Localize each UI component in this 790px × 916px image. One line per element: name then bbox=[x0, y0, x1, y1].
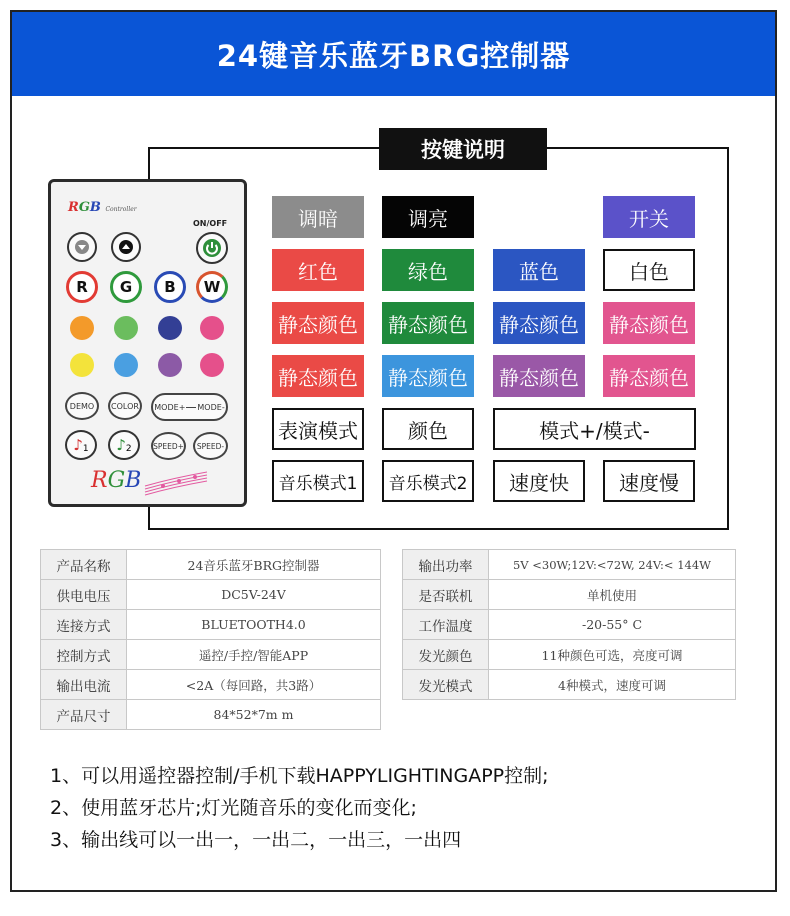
key-label-demo: 表演模式 bbox=[272, 408, 364, 450]
key-label-static-color: 静态颜色 bbox=[603, 302, 695, 344]
power-button[interactable] bbox=[196, 232, 228, 264]
spec-value: 遥控/手控/智能APP bbox=[127, 640, 381, 670]
spec-value: 单机使用 bbox=[489, 580, 736, 610]
remote-logo bbox=[68, 200, 137, 215]
table-row bbox=[403, 550, 736, 580]
spec-value: BLUETOOTH4.0 bbox=[127, 610, 381, 640]
dim-down-button[interactable] bbox=[67, 232, 97, 262]
spec-label: 发光颜色 bbox=[403, 640, 489, 670]
spec-table-left bbox=[40, 549, 381, 730]
remote-logo-g: G bbox=[78, 200, 90, 215]
mode-key[interactable] bbox=[151, 393, 228, 421]
dim-up-button[interactable] bbox=[111, 232, 141, 262]
key-label-color: 颜色 bbox=[382, 408, 474, 450]
table-row bbox=[41, 670, 381, 700]
dim-up-icon bbox=[117, 238, 135, 256]
remote-logo-r: R bbox=[68, 200, 79, 215]
color-key[interactable] bbox=[158, 316, 182, 340]
spec-value: DC5V-24V bbox=[127, 580, 381, 610]
table-row bbox=[403, 670, 736, 700]
spec-table-right bbox=[402, 549, 736, 700]
color-key[interactable] bbox=[200, 353, 224, 377]
spec-value: 11种颜色可选，亮度可调 bbox=[489, 640, 736, 670]
table-row bbox=[403, 580, 736, 610]
power-label: ON/OFF bbox=[193, 219, 228, 228]
key-label-static-color: 静态颜色 bbox=[272, 355, 364, 397]
spec-value: <2A（每回路，共3路） bbox=[127, 670, 381, 700]
demo-key[interactable]: DEMO bbox=[65, 392, 99, 420]
power-icon bbox=[201, 237, 223, 259]
music-mode-1-number: 1 bbox=[82, 444, 89, 454]
remote-control bbox=[48, 179, 247, 507]
music-mode-1-key[interactable] bbox=[65, 430, 97, 460]
spec-label: 发光模式 bbox=[403, 670, 489, 700]
key-label-static-color: 静态颜色 bbox=[272, 302, 364, 344]
note-item: 1、可以用遥控器控制/手机下载HAPPYLIGHTINGAPP控制; bbox=[50, 765, 549, 787]
mode-plus-label: MODE+ bbox=[154, 402, 186, 412]
red-key[interactable]: R bbox=[66, 271, 98, 303]
music-note-icon: ♪ bbox=[73, 436, 83, 454]
spec-label: 输出电流 bbox=[41, 670, 127, 700]
key-label-speed-down: 速度慢 bbox=[603, 460, 695, 502]
key-label-red: 红色 bbox=[272, 249, 364, 291]
white-key[interactable]: W bbox=[196, 271, 228, 303]
remote-logo-sub: Controller bbox=[105, 206, 137, 213]
key-label-blue: 蓝色 bbox=[493, 249, 585, 291]
color-key[interactable] bbox=[114, 353, 138, 377]
key-label-static-color: 静态颜色 bbox=[382, 302, 474, 344]
spec-label: 是否联机 bbox=[403, 580, 489, 610]
mode-minus-label: MODE- bbox=[197, 402, 225, 412]
key-label-music-mode-2: 音乐模式2 bbox=[382, 460, 474, 502]
table-row bbox=[403, 610, 736, 640]
dim-down-icon bbox=[73, 238, 91, 256]
spec-value: 4种模式，速度可调 bbox=[489, 670, 736, 700]
key-label-green: 绿色 bbox=[382, 249, 474, 291]
key-label-power: 开关 bbox=[603, 196, 695, 238]
music-mode-2-key[interactable] bbox=[108, 430, 140, 460]
spec-label: 工作温度 bbox=[403, 610, 489, 640]
spec-label: 产品名称 bbox=[41, 550, 127, 580]
color-mode-key[interactable]: COLOR bbox=[108, 392, 142, 420]
note-item: 3、输出线可以一出一，一出二，一出三，一出四 bbox=[50, 829, 462, 851]
color-key[interactable] bbox=[70, 353, 94, 377]
table-row bbox=[403, 640, 736, 670]
spec-label: 供电电压 bbox=[41, 580, 127, 610]
key-label-mode: 模式+/模式- bbox=[493, 408, 696, 450]
spec-value: 84*52*7m m bbox=[127, 700, 381, 730]
key-label-speed-up: 速度快 bbox=[493, 460, 585, 502]
mode-divider bbox=[186, 407, 196, 408]
spec-value: -20-55° C bbox=[489, 610, 736, 640]
key-label-music-mode-1: 音乐模式1 bbox=[272, 460, 364, 502]
speed-up-key[interactable]: SPEED+ bbox=[151, 432, 186, 460]
color-key[interactable] bbox=[114, 316, 138, 340]
key-label-dim-up: 调亮 bbox=[382, 196, 474, 238]
spec-label: 输出功率 bbox=[403, 550, 489, 580]
table-row bbox=[41, 580, 381, 610]
spec-label: 连接方式 bbox=[41, 610, 127, 640]
green-key[interactable]: G bbox=[110, 271, 142, 303]
remote-footer-logo-g: G bbox=[107, 468, 126, 493]
key-label-static-color: 静态颜色 bbox=[382, 355, 474, 397]
music-staff-icon bbox=[143, 468, 209, 496]
spec-label: 控制方式 bbox=[41, 640, 127, 670]
blue-key[interactable]: B bbox=[154, 271, 186, 303]
music-mode-2-number: 2 bbox=[125, 444, 132, 454]
table-row bbox=[41, 550, 381, 580]
keys-section-title: 按键说明 bbox=[379, 128, 547, 170]
music-note-icon: ♪ bbox=[116, 436, 126, 454]
remote-footer-logo bbox=[91, 468, 141, 493]
key-label-static-color: 静态颜色 bbox=[603, 355, 695, 397]
key-label-static-color: 静态颜色 bbox=[493, 355, 585, 397]
remote-logo-b: B bbox=[89, 200, 101, 215]
table-row bbox=[41, 700, 381, 730]
key-label-white: 白色 bbox=[603, 249, 695, 291]
key-label-static-color: 静态颜色 bbox=[493, 302, 585, 344]
speed-down-key[interactable]: SPEED- bbox=[193, 432, 228, 460]
spec-value: 24音乐蓝牙BRG控制器 bbox=[127, 550, 381, 580]
table-row bbox=[41, 610, 381, 640]
color-key[interactable] bbox=[70, 316, 94, 340]
color-key[interactable] bbox=[200, 316, 224, 340]
table-row bbox=[41, 640, 381, 670]
remote-footer-logo-r: R bbox=[91, 468, 108, 493]
color-key[interactable] bbox=[158, 353, 182, 377]
spec-label: 产品尺寸 bbox=[41, 700, 127, 730]
remote-footer-logo-b: B bbox=[125, 468, 142, 493]
banner-title: 24键音乐蓝牙BRG控制器 bbox=[12, 12, 775, 96]
key-label-dim-down: 调暗 bbox=[272, 196, 364, 238]
spec-value: 5V <30W;12V:<72W, 24V:< 144W bbox=[489, 550, 736, 580]
note-item: 2、使用蓝牙芯片;灯光随音乐的变化而变化; bbox=[50, 797, 417, 819]
